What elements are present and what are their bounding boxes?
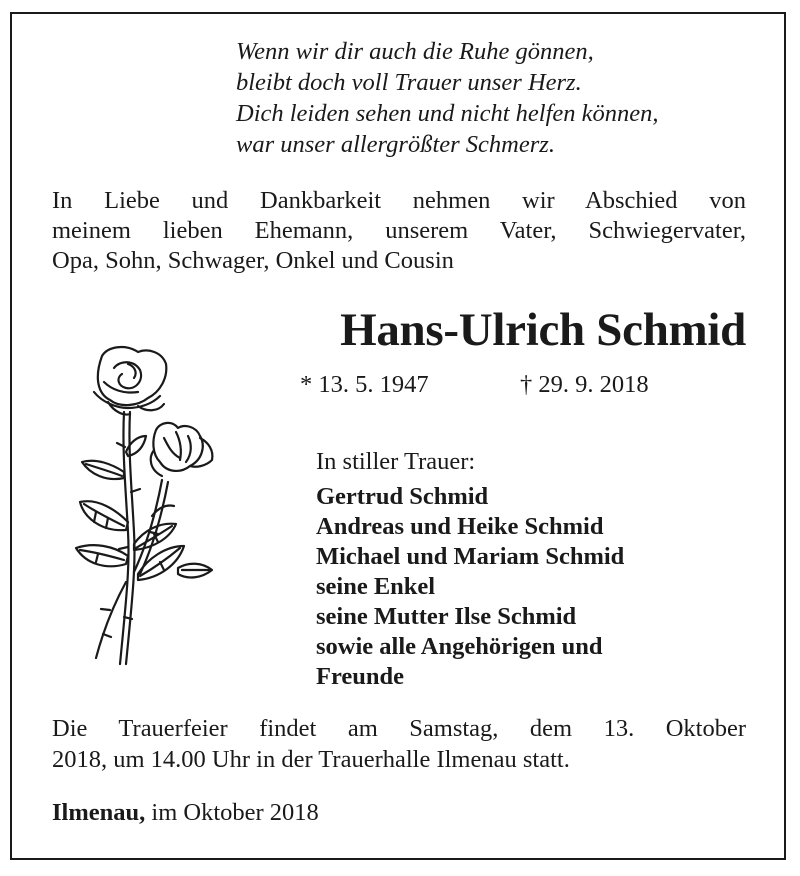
ceremony-line: 2018, um 14.00 Uhr in der Trauerhalle Ilmenau statt. — [52, 746, 570, 773]
mourner-name: Gertrud Schmid — [316, 483, 489, 510]
poem — [236, 36, 659, 160]
mourner-name: Freunde — [316, 663, 405, 690]
intro-line: meinem lieben Ehemann, unserem Vater, Schwiegervater, — [52, 217, 746, 244]
intro-line: In Liebe und Dankbarkeit nehmen wir Abschied von — [52, 187, 746, 214]
intro-text — [52, 186, 746, 276]
mourner-name: sowie alle Angehörigen und — [316, 633, 603, 660]
place-and-date — [52, 797, 319, 828]
intro-line: Opa, Sohn, Schwager, Onkel und Cousin — [52, 247, 454, 274]
mourner-name: Michael und Mariam Schmid — [316, 543, 625, 570]
poem-line: Wenn wir dir auch die Ruhe gönnen, — [236, 38, 594, 65]
place-date: im Oktober 2018 — [145, 799, 319, 826]
ceremony-text — [52, 713, 746, 775]
mourner-name: Andreas und Heike Schmid — [316, 513, 604, 540]
poem-line: Dich leiden sehen und nicht helfen können, — [236, 100, 659, 127]
death-date: † 29. 9. 2018 — [520, 371, 649, 398]
rose-icon — [68, 342, 218, 670]
mourner-name: seine Mutter Ilse Schmid — [316, 603, 577, 630]
birth-date: * 13. 5. 1947 — [300, 371, 429, 398]
deceased-name: Hans-Ulrich Schmid — [340, 304, 746, 356]
poem-line: bleibt doch voll Trauer unser Herz. — [236, 69, 582, 96]
ceremony-line: Die Trauerfeier findet am Samstag, dem 13. Oktober — [52, 715, 746, 742]
place-town: Ilmenau, — [52, 799, 146, 826]
mourning-heading: In stiller Trauer: — [316, 448, 476, 475]
mourners-list — [316, 482, 624, 692]
mourner-name: seine Enkel — [316, 573, 436, 600]
poem-line: war unser allergrößter Schmerz. — [236, 131, 555, 158]
